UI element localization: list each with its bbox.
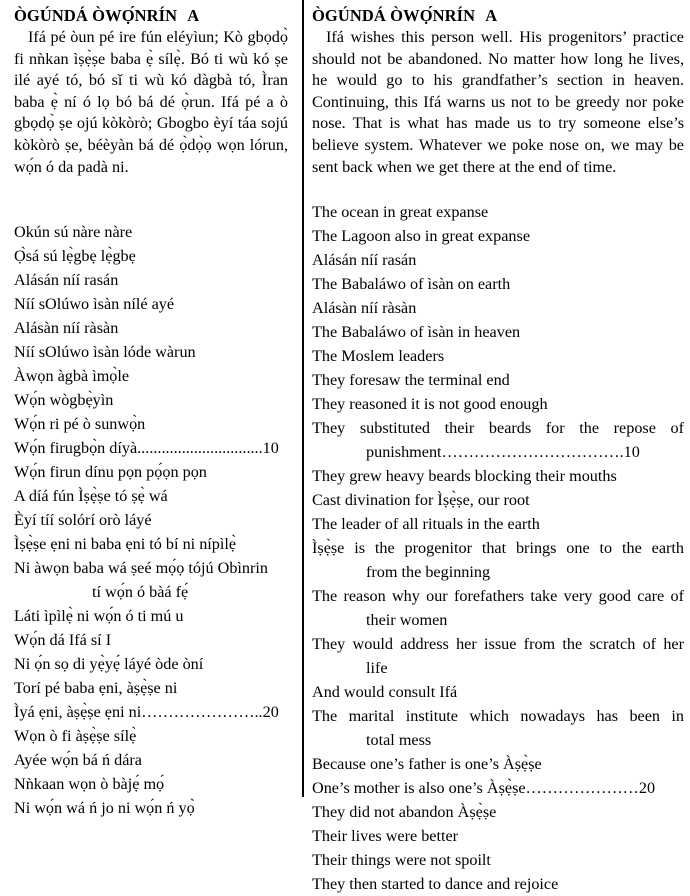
left-column bbox=[0, 0, 298, 820]
verse-line: Okún sú nàre nàre bbox=[14, 223, 133, 242]
left-intro-paragraph: Ifá pé òun pé ire fún eléyìun; Kò gbọdọ̀ fi nǹkan ìṣẹ̀ṣe baba ẹ̀ sílẹ̀. Bó ti wù kó ṣe ilé ayé tó, bó sǐ ti wù kó dàgbà tó, Ìran baba ẹ̀ ní ó lọ bó bá dé ọ̀run. Ifá pé a ò gbọdọ̀ ṣe ojú kòkòrò; Gbogbo èyí táa sojú kòkòrò ṣe, béèyàn bá dé ọ̀dọ̀ọ wọn lórun, wọ́n ó da padà ni. bbox=[14, 28, 288, 176]
verse-line: Níí sOlúwo ìsàn nílé ayé bbox=[14, 295, 175, 314]
left-column-heading bbox=[14, 6, 288, 26]
verse-line: They did not abandon Àṣẹ̀ṣe bbox=[312, 803, 497, 822]
verse-line-numbered: Wọ́n firugbọ̀n díyà...............................10 bbox=[14, 439, 279, 458]
verse-line-continuation: punishment…………………………….10 bbox=[366, 443, 640, 462]
verse-line: Their lives were better bbox=[312, 827, 459, 846]
left-heading-title: ÒGÚNDÁ ÒWỌ́NRÍN bbox=[14, 6, 178, 25]
verse-line: Alásán níí rasán bbox=[312, 251, 417, 270]
verse-line: Níí sOlúwo ìsàn lóde wàrun bbox=[14, 343, 196, 362]
verse-line bbox=[312, 632, 684, 680]
verse-line: Nǹkaan wọn ò bàjẹ́ mọ́ bbox=[14, 775, 165, 794]
verse-line: Because one’s father is one’s Àṣẹ̀ṣe bbox=[312, 755, 542, 774]
verse-line: Wọ́n wògbẹ̀yìn bbox=[14, 391, 114, 410]
verse-line-numbered bbox=[312, 416, 684, 464]
verse-line: Wọ́n firun dínu pọn pọ́ọn pọn bbox=[14, 463, 207, 482]
verse-line bbox=[312, 584, 684, 632]
verse-line: They foresaw the terminal end bbox=[312, 371, 510, 390]
verse-line: They then started to dance and rejoice bbox=[312, 875, 559, 894]
left-verse-list bbox=[14, 220, 288, 820]
right-heading-title: ÒGÚNDÁ ÒWỌ́NRÍN bbox=[312, 6, 476, 25]
verse-line-continuation: from the beginning bbox=[366, 563, 491, 582]
verse-line: Alásàn níí ràsàn bbox=[14, 319, 119, 338]
verse-line-first: Ìṣẹ̀ṣe is the progenitor that brings one to the earth bbox=[312, 539, 684, 558]
verse-line: They grew heavy beards blocking their mouths bbox=[312, 467, 617, 486]
verse-line: Cast divination for Ìṣẹ̀ṣe, our root bbox=[312, 491, 530, 510]
right-verse-list bbox=[312, 200, 684, 896]
verse-line: A díá fún Ìṣẹ̀ṣe tó ṣẹ̀ wá bbox=[14, 487, 168, 506]
verse-line: Èyí tíí solórí orò láyé bbox=[14, 511, 152, 530]
left-heading-letter: A bbox=[187, 6, 200, 25]
right-heading-letter: A bbox=[485, 6, 498, 25]
verse-line: Ni wọ́n wá ń jo ni wọ́n ń yọ̀ bbox=[14, 799, 195, 818]
verse-line: Wọ́n dá Ifá sí I bbox=[14, 631, 112, 650]
right-spacer bbox=[312, 178, 684, 200]
verse-line: The Babaláwo of ìsàn in heaven bbox=[312, 323, 521, 342]
verse-line-continuation: tí wọ́n ó bàá fẹ́ bbox=[92, 583, 189, 602]
left-spacer bbox=[14, 178, 288, 220]
verse-line-first: The marital institute which nowadays has been in bbox=[312, 707, 684, 726]
verse-line-first: The reason why our forefathers take very good care of bbox=[312, 587, 684, 606]
column-divider bbox=[302, 0, 304, 797]
right-column bbox=[306, 0, 690, 896]
verse-line: And would consult Ifá bbox=[312, 683, 458, 702]
verse-line: The Babaláwo of ìsàn on earth bbox=[312, 275, 511, 294]
verse-line: The ocean in great expanse bbox=[312, 203, 489, 222]
verse-line-continuation: total mess bbox=[366, 731, 432, 750]
verse-line: Alásán níí rasán bbox=[14, 271, 119, 290]
verse-line: Ni ọ́n sọ di yẹ̀yẹ́ láyé òde òní bbox=[14, 655, 204, 674]
verse-line-first: They would address her issue from the scratch of her bbox=[312, 635, 684, 654]
right-intro-paragraph: Ifá wishes this person well. His progenitors’ practice should not be abandoned. No matter how long he lives, he would go to his grandfather’s section in heaven. Continuing, this Ifá warns us not to be greedy nor poke nose. That is what has made us to try someone else’s believe system. Whatever we poke nose on, we may be sent back when we get there at the end of time. bbox=[312, 28, 684, 176]
verse-line: Wọn ò fi àṣẹ̀ṣe sílẹ̀ bbox=[14, 727, 137, 746]
verse-line: Láti ìpìlẹ̀ ni wọ́n ó ti mú u bbox=[14, 607, 184, 626]
verse-line: They reasoned it is not good enough bbox=[312, 395, 548, 414]
verse-line: Àwọn àgbà ìmọ̀le bbox=[14, 367, 130, 386]
verse-line-first: They substituted their beards for the repose of bbox=[312, 419, 684, 438]
verse-line: Ọ̀sá sú lẹ̀gbẹ lẹ̀gbẹ bbox=[14, 247, 136, 266]
verse-line: Ni àwọn baba wá ṣeé mọ́ọ tójú Obìnrin bbox=[14, 559, 268, 578]
verse-line: The Lagoon also in great expanse bbox=[312, 227, 531, 246]
verse-line: Their things were not spoilt bbox=[312, 851, 491, 870]
verse-line bbox=[312, 536, 684, 584]
verse-line: Torí pé baba ẹni, àṣẹ̀ṣe ni bbox=[14, 679, 178, 698]
verse-line: The Moslem leaders bbox=[312, 347, 445, 366]
verse-line-continuation: their women bbox=[366, 611, 448, 630]
verse-line: Wọ́n ri pé ò sunwọ̀n bbox=[14, 415, 146, 434]
verse-line bbox=[312, 704, 684, 752]
verse-line: Ìṣẹ̀ṣe ẹni ni baba ẹni tó bí ni nípìlẹ̀ bbox=[14, 535, 237, 554]
right-column-heading bbox=[312, 6, 684, 26]
verse-line-numbered: Ìyá ẹni, àṣẹ̀ṣe ẹni ni…………………..20 bbox=[14, 703, 279, 722]
verse-line: Alásàn níí ràsàn bbox=[312, 299, 417, 318]
verse-line: Ayée wọ́n bá ń dára bbox=[14, 751, 142, 770]
verse-line-numbered: One’s mother is also one’s Àṣẹ̀ṣe…………………20 bbox=[312, 779, 656, 798]
verse-line-continuation: life bbox=[366, 659, 388, 678]
verse-line: The leader of all rituals in the earth bbox=[312, 515, 540, 534]
